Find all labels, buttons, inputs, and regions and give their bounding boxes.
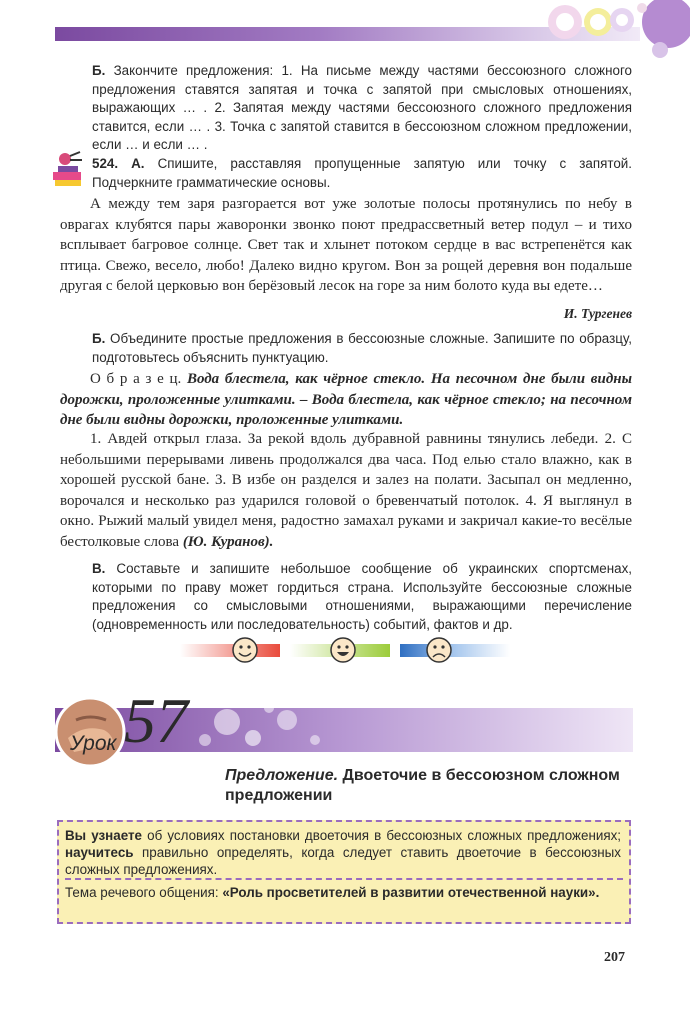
learn-text: об условиях постановки двоеточия в бессоюзных сложных предложениях; bbox=[147, 828, 621, 843]
info-learn bbox=[65, 827, 621, 878]
exercise-524-text bbox=[60, 194, 632, 297]
lesson-title bbox=[225, 766, 625, 806]
task-label: В. bbox=[92, 561, 106, 576]
exercise-instruction-text: Спишите, расставляя пропущенные запятую или точку с запятой. Подчеркните грамматические основы. bbox=[92, 156, 632, 190]
lesson-title-italic: Предложение. bbox=[225, 767, 339, 784]
faces-divider bbox=[180, 635, 510, 665]
numbered-sentences bbox=[60, 429, 632, 553]
task-label: Б. bbox=[92, 63, 106, 78]
topic-text: «Роль просветителей в развитии отечественной науки». bbox=[222, 885, 600, 900]
exercise-number: 524. bbox=[92, 156, 119, 171]
skill-text: правильно определять, когда следует ставить двоеточие в бессоюзных сложных предложениях. bbox=[65, 845, 621, 877]
sample-block bbox=[60, 369, 632, 431]
skill-label: научитесь bbox=[65, 845, 134, 860]
task-text: Закончите предложения: 1. На письме между частями бессоюзного сложного предложения ставятся запятая и точка с запятой при смысловых отношениях, выражающих … . 2. Запятая между частями бессоюзного сложного предложения ставится, если … . 3. Точка с запятой ставится в бессоюзном сложном предложении, если … и если … . bbox=[92, 63, 632, 152]
books-exercise-icon bbox=[48, 150, 88, 190]
task-label: Б. bbox=[92, 331, 106, 346]
author-turgenev: И. Тургенев bbox=[563, 306, 632, 321]
topic-label: Тема речевого общения: bbox=[65, 885, 219, 900]
bubbles-decoration bbox=[530, 0, 690, 70]
numbered-text: 1. Авдей открыл глаза. За рекой вдоль дубравной равнины тянулись лебеди. 2. С небольшими перерывами ливень продолжался два часа. Под елью стало влажно, как в хорошей русской бане. 3. В избе он разделся и залез на полати. Засыпал он медленно, ворочался и несколько раз ударился головой о бревенчатый потолок. 4. Я выглянул в окно. Рыжий малый увидел меня, радостно замахал руками и закричал какие-то весёлые бестолковые слова bbox=[60, 431, 632, 550]
info-topic bbox=[65, 884, 621, 901]
smiley-face-icon bbox=[230, 635, 260, 665]
lesson-title-rest: Двоеточие в бессоюзном сложном предложении bbox=[225, 767, 620, 804]
exercise-passage: А между тем заря разгорается вот уже золотые полосы протянулись по небу в оврагах клубятся пары жаворонки звонко поют предрассветный ветер подул – и тихо всплывает багровое солнце. Свет так и хлынет потоком сердце в вас встрепенётся как птица. Свежо, весело, любо! Далеко видно кругом. Вон за рощей деревня вон подальше другая с белой церковью вон берёзовый лесок на горе за ним болото куда вы едете… bbox=[60, 196, 632, 295]
numbered-author: (Ю. Куранов). bbox=[182, 533, 274, 550]
exercise-524-instruction bbox=[92, 155, 632, 192]
exercise-part: А. bbox=[131, 156, 145, 171]
sad-face-icon bbox=[424, 635, 454, 665]
learn-label: Вы узнаете bbox=[65, 828, 142, 843]
sample-text: Вода блестела, как чёрное стекло. На песочном дне были видны дорожки, проложенные улитками. – Вода блестела, как чёрное стекло; на песочном дне были видны дорожки, проложенные улитками. bbox=[60, 371, 633, 429]
sample-label: О б р а з е ц. bbox=[90, 371, 182, 387]
page-number: 207 bbox=[604, 950, 625, 965]
task-b-top bbox=[92, 62, 632, 155]
info-box bbox=[57, 820, 631, 924]
lesson-word: Урок bbox=[70, 732, 117, 755]
task-text: Составьте и запишите небольшое сообщение об украинских спортсменах, которыми по праву может гордиться страна. Используйте бессоюзные сложные предложения со смысловыми отношениями, выражающими перечисление (одновременность или последовательность) событий, фактов и др. bbox=[92, 561, 632, 632]
task-b-mid bbox=[92, 330, 632, 367]
info-separator bbox=[65, 878, 623, 880]
laughing-face-icon bbox=[328, 635, 358, 665]
task-text: Объедините простые предложения в бессоюзные сложные. Запишите по образцу, подготовьтесь объяснить пунктуацию. bbox=[92, 331, 632, 365]
task-v bbox=[92, 560, 632, 634]
lesson-number: 57 bbox=[124, 685, 188, 756]
